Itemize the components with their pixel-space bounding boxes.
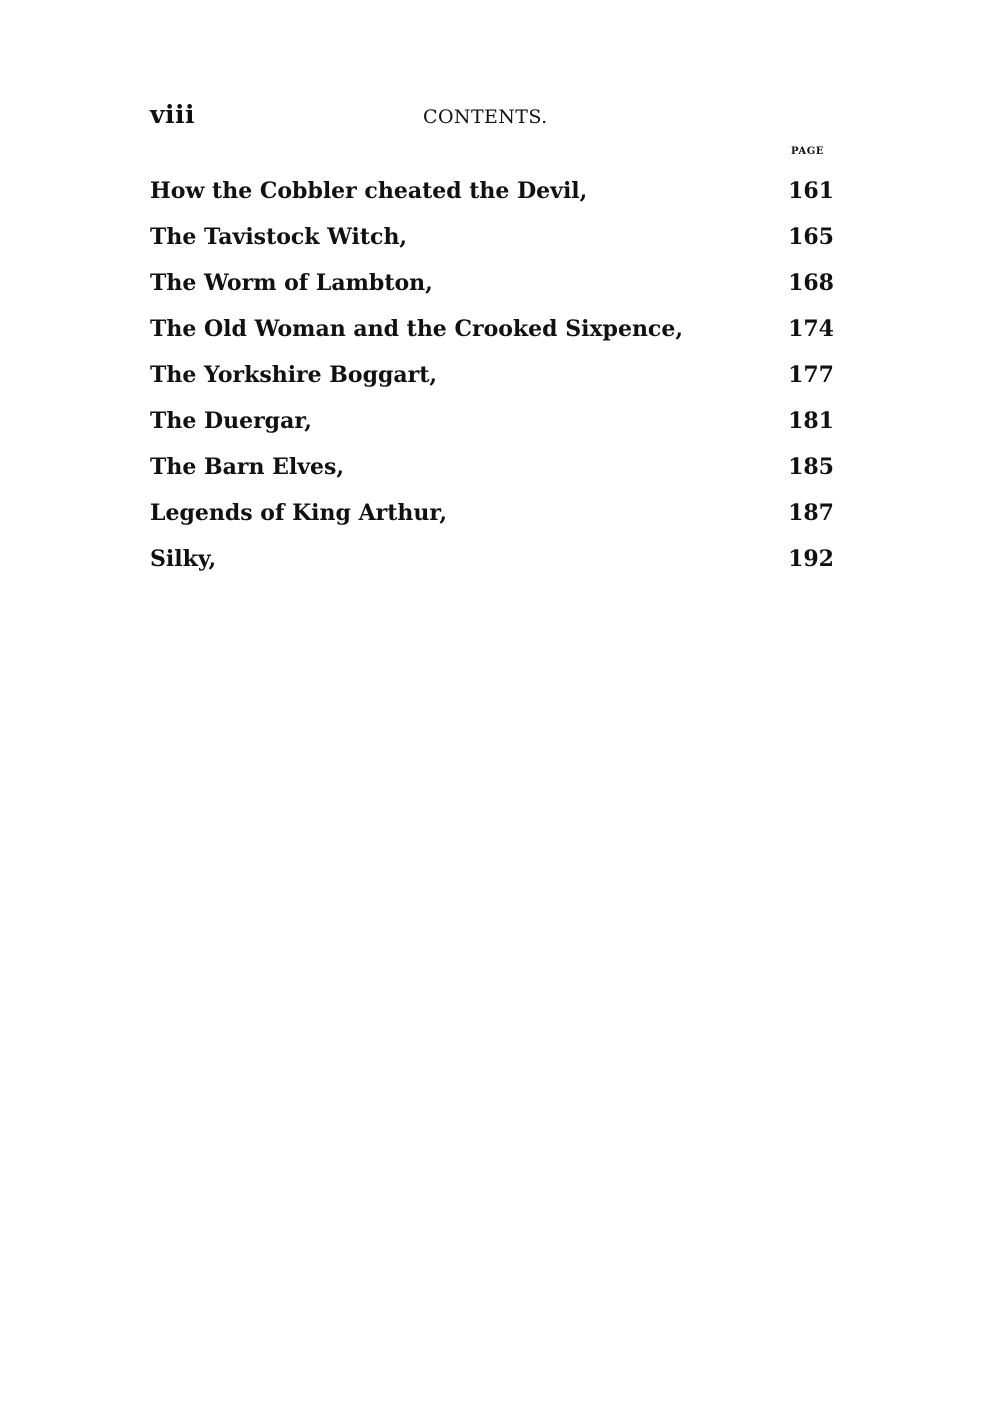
contents-entry-title: Legends of King Arthur, <box>150 500 448 526</box>
contents-entry-page: 168 <box>788 270 834 296</box>
contents-entry-title: The Duergar, <box>150 408 312 434</box>
contents-entry-title: The Old Woman and the Crooked Sixpence, <box>150 316 683 342</box>
running-head: CONTENTS. <box>423 106 548 128</box>
contents-entry-page: 192 <box>788 546 834 572</box>
contents-entry <box>150 536 834 582</box>
contents-entry <box>150 398 834 444</box>
contents-entry-page: 177 <box>788 362 834 388</box>
contents-entry-page: 174 <box>788 316 834 342</box>
contents-entry <box>150 214 834 260</box>
contents-entry-page: 185 <box>788 454 834 480</box>
contents-list <box>150 168 834 582</box>
contents-entry-page: 187 <box>788 500 834 526</box>
contents-entry-page: 165 <box>788 224 834 250</box>
page-number: viii <box>150 100 196 129</box>
contents-entry-title: The Worm of Lambton, <box>150 270 433 296</box>
contents-entry-title: How the Cobbler cheated the Devil, <box>150 178 588 204</box>
contents-entry-title: Silky, <box>150 546 217 572</box>
contents-entry-page: 181 <box>788 408 834 434</box>
contents-entry-title: The Tavistock Witch, <box>150 224 408 250</box>
page-column-label: PAGE <box>791 146 825 157</box>
contents-entry-page: 161 <box>788 178 834 204</box>
contents-entry <box>150 444 834 490</box>
contents-entry <box>150 352 834 398</box>
contents-entry <box>150 306 834 352</box>
contents-entry <box>150 490 834 536</box>
contents-entry <box>150 168 834 214</box>
contents-entry-title: The Yorkshire Boggart, <box>150 362 438 388</box>
contents-entry-title: The Barn Elves, <box>150 454 345 480</box>
contents-entry <box>150 260 834 306</box>
